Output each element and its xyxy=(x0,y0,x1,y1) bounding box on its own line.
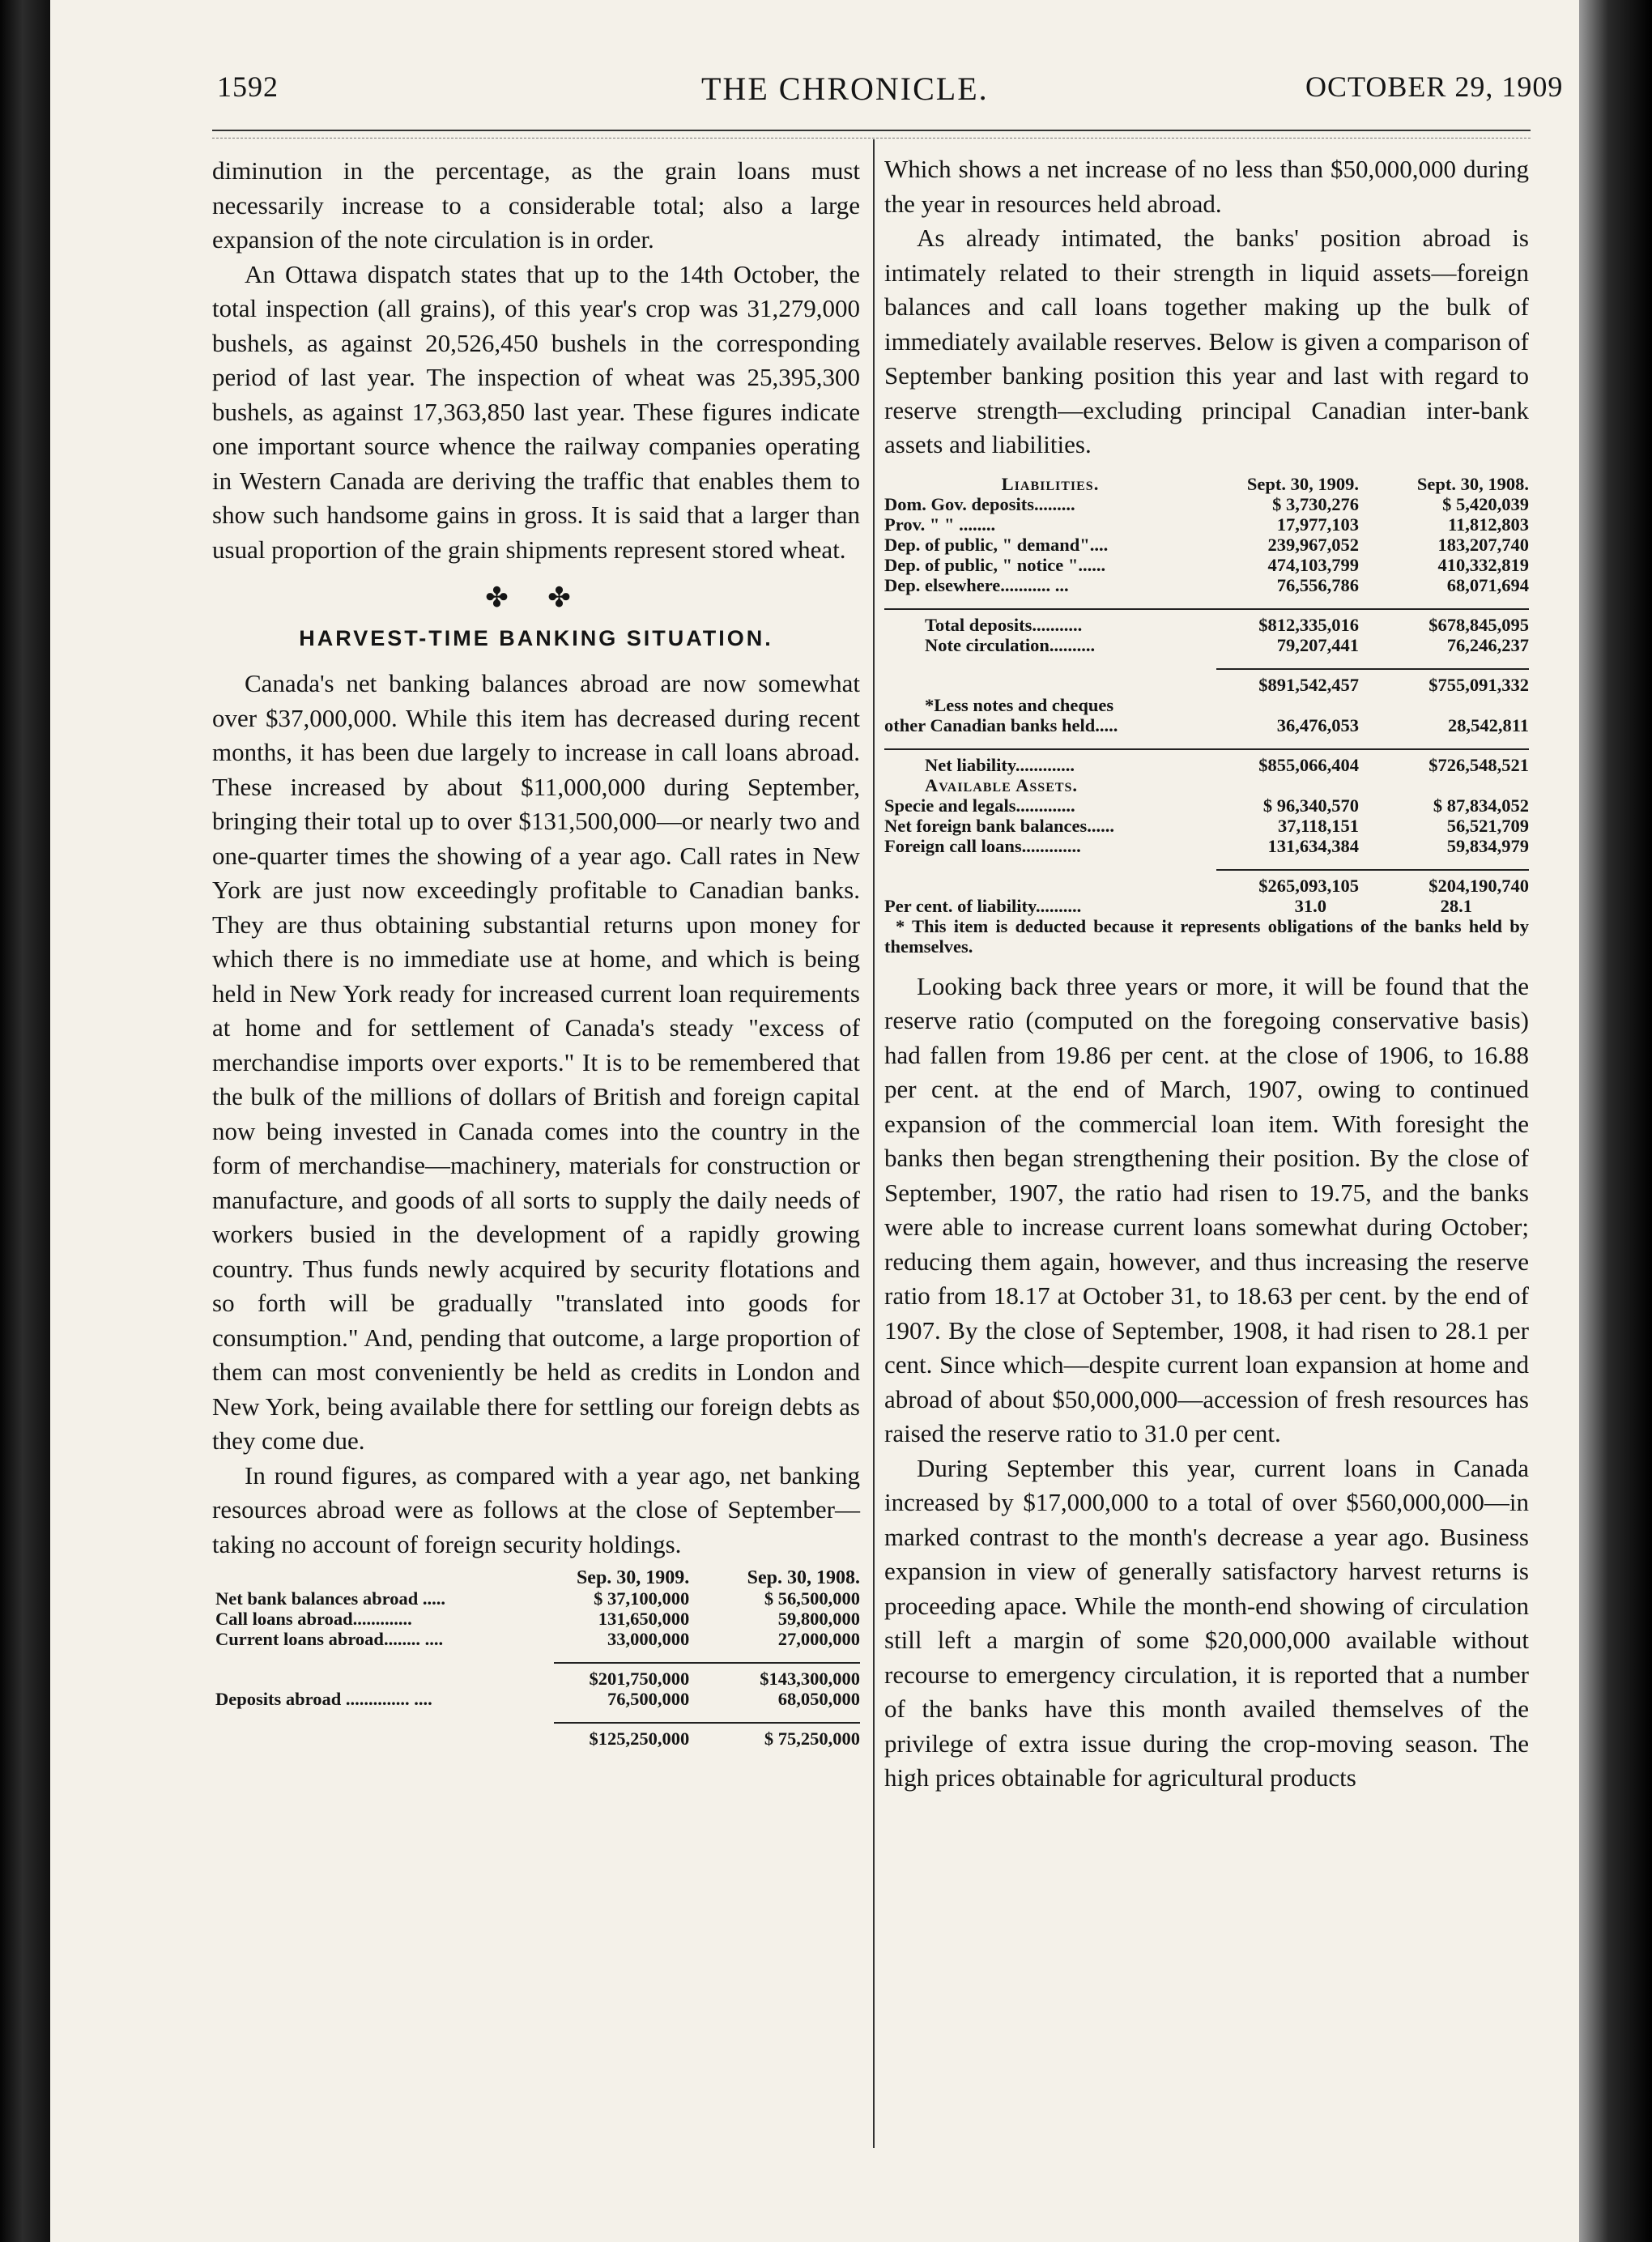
row-label: Net bank balances abroad ..... xyxy=(215,1588,446,1609)
table-row xyxy=(884,635,1529,655)
table-row xyxy=(215,1588,860,1609)
cell-1909: $ 37,100,000 xyxy=(594,1588,690,1609)
cell-1909: $855,066,404 xyxy=(1216,749,1359,775)
cell-1908: 59,834,979 xyxy=(1446,835,1529,856)
paragraph-continued: diminution in the percentage, as the grain loans must necessarily increase to a considerable total; also a large expansion of the note circulation is in order. xyxy=(212,156,860,254)
publication-title: THE CHRONICLE. xyxy=(701,70,989,107)
resources-abroad-table xyxy=(215,1568,860,1749)
cell-1908: 28.1 xyxy=(1440,895,1472,916)
row-label: Foreign call loans............. xyxy=(884,835,1081,856)
cell-1909: 79,207,441 xyxy=(1276,634,1359,655)
liabilities-heading: Liabilities. xyxy=(1001,473,1100,494)
cell-1908: 59,800,000 xyxy=(777,1609,860,1629)
cell-1909: 131,634,384 xyxy=(1267,835,1359,856)
table-row-total xyxy=(215,1723,860,1749)
table-row xyxy=(884,535,1529,555)
subtotal-1908: $143,300,000 xyxy=(689,1663,860,1689)
paragraph-position-abroad: As already intimated, the banks' position abroad is intimately related to their strength in liquid assets—foreign balances and call loans together making up the bulk of immediately available reserves. Below is given a comparison of September banking position this year and last with regard to reserve strength—excluding principal Canadian inter-bank assets and liabilities. xyxy=(884,224,1529,458)
cell-1908: 183,207,740 xyxy=(1437,534,1529,555)
table-row-subtotal xyxy=(215,1663,860,1689)
column-divider xyxy=(873,139,875,2148)
table-row xyxy=(215,1689,860,1709)
paragraph-net-banking-balances: Canada's net banking balances abroad are now somewhat over $37,000,000. While this item has decreased during recent months, it has been due largely to increase in call loans abroad. These increased by about $11,000,000 during September, bringing their total up to over $131,500,000—or nearly two and one-quarter times the showing of a year ago. Call rates in New York are just now exceedingly profitable to Canadian banks. They are thus obtaining substantial returns upon money for which there is no immediate use at home, and which is being held in New York ready for increased current loan requirements at home and for settlement of Canada's steady "excess of merchandise imports over exports." It is to be remembered that the bulk of the millions of dollars of British and foreign capital now being invested in Canada comes into the country in the form of merchandise—machinery, materials for construction or manufacture, and goods of all sorts to supply the daily needs of workers busied in the development of a rapidly growing country. Thus funds newly acquired by security flotations and so forth will be gradually "translated into goods for consumption." And, pending that outcome, a large proportion of them can most conveniently be held as credits in London and New York, being available there for settling our foreign debts as they come due. xyxy=(212,669,860,1455)
page-edge-shadow xyxy=(1579,0,1652,2242)
table-row xyxy=(884,575,1529,595)
total-1908: $ 75,250,000 xyxy=(689,1723,860,1749)
available-assets-heading: Available Assets. xyxy=(925,774,1079,795)
cell-1908: 68,071,694 xyxy=(1446,574,1529,595)
row-label: Dep. of public, " notice "...... xyxy=(884,554,1106,575)
row-label: Dep. of public, " demand".... xyxy=(884,534,1109,555)
row-label: Prov. " " ........ xyxy=(884,514,996,535)
reserve-strength-table xyxy=(884,474,1529,916)
cell-1909: 36,476,053 xyxy=(1276,714,1359,735)
row-label: Call loans abroad............. xyxy=(215,1609,412,1629)
table-row xyxy=(884,494,1529,514)
table-row-sum xyxy=(884,669,1529,695)
less-label: *Less notes and cheques xyxy=(925,694,1114,715)
cell-1908: $ 87,834,052 xyxy=(1433,795,1529,816)
row-label: Current loans abroad........ .... xyxy=(215,1629,444,1649)
table-row-percent xyxy=(884,896,1529,916)
paragraph-reserve-ratio: Looking back three years or more, it will be found that the reserve ratio (computed on the foregoing conservative basis) had fallen from 19.86 per cent. at the close of 1906, to 16.88 per cent. at the end of March, 1907, owing to continued expansion of the commercial loan item. With foresight the banks then began strengthening their position. By the close of September, 1907, the ratio had risen to 19.75, and the banks were able to increase current loans somewhat during October; reducing them again, however, and thus increasing the reserve ratio from 18.17 at October 31, to 18.63 per cent. by the end of 1907. By the close of September, 1908, it had risen to 28.1 per cent. Since which—despite current loan expansion at home and abroad of about $50,000,000—accession of fresh resources has raised the reserve ratio to 31.0 per cent. xyxy=(884,971,1529,1447)
cell-1908: 28,542,811 xyxy=(1447,714,1529,735)
cell-1909: 76,500,000 xyxy=(607,1689,690,1709)
paragraph-round-figures: In round figures, as compared with a year ago, net banking resources abroad were as follows at the close of September—taking no account of foreign security holdings. xyxy=(212,1460,860,1558)
table-row xyxy=(884,836,1529,856)
row-label: other Canadian banks held..... xyxy=(884,714,1118,735)
section-ornament: ✤ ✤ xyxy=(485,583,587,613)
row-label: Net liability............. xyxy=(884,749,1216,775)
sum-1908: $755,091,332 xyxy=(1359,669,1529,695)
left-column xyxy=(212,154,860,1749)
page-number: 1592 xyxy=(217,70,279,103)
right-column xyxy=(884,152,1529,1796)
header-rule-dashed xyxy=(212,138,1531,139)
cell-1908: $ 56,500,000 xyxy=(764,1588,860,1609)
cell-1909: 31.0 xyxy=(1294,895,1326,916)
cell-1908: 76,246,237 xyxy=(1446,634,1529,655)
cell-1909: 239,967,052 xyxy=(1267,534,1359,555)
cell-1908: $ 5,420,039 xyxy=(1442,493,1529,514)
row-label: Dep. elsewhere........... ... xyxy=(884,574,1069,595)
table-row xyxy=(884,555,1529,575)
assets-total-1909: $265,093,105 xyxy=(1216,870,1359,896)
sum-1909: $891,542,457 xyxy=(1216,669,1359,695)
table-column-header: Sep. 30, 1908. xyxy=(747,1567,860,1588)
total-1909: $125,250,000 xyxy=(554,1723,689,1749)
table-footnote: * This item is deducted because it represents obligations of the banks held by themselves. xyxy=(884,915,1529,957)
paragraph-current-loans: During September this year, current loans in Canada increased by $17,000,000 to a total of over $560,000,000—in marked contrast to the month's decrease a year ago. Business expansion in view of generally satisfactory harvest returns is proceeding apace. While the month-end showing of circulation still left a margin of some $20,000,000 available without recourse to emergency circulation, it is reported that a number of the banks have this month availed themselves of the privilege of extra issue during the crop-moving season. The high prices obtainable for agricultural products xyxy=(884,1453,1529,1792)
table-row xyxy=(884,816,1529,836)
cell-1909: 76,556,786 xyxy=(1276,574,1359,595)
table-row xyxy=(215,1629,860,1649)
book-binding-edge xyxy=(0,0,50,2242)
header-rule xyxy=(212,130,1531,131)
section-heading: HARVEST-TIME BANKING SITUATION. xyxy=(299,625,773,650)
row-label: Net foreign bank balances...... xyxy=(884,815,1114,836)
issue-date: OCTOBER 29, 1909 xyxy=(1305,70,1564,103)
cell-1908: 27,000,000 xyxy=(777,1629,860,1649)
row-label: Per cent. of liability.......... xyxy=(884,895,1082,916)
subtotal-1909: $201,750,000 xyxy=(554,1663,689,1689)
table-row-total-deposits xyxy=(884,609,1529,635)
row-label: Total deposits........... xyxy=(884,609,1216,635)
cell-1909: 474,103,799 xyxy=(1267,554,1359,575)
table-row-assets-total xyxy=(884,870,1529,896)
cell-1909: 37,118,151 xyxy=(1277,815,1359,836)
cell-1909: 33,000,000 xyxy=(607,1629,690,1649)
table-row xyxy=(884,795,1529,816)
cell-1908: 410,332,819 xyxy=(1437,554,1529,575)
table-column-header: Sept. 30, 1908. xyxy=(1416,473,1529,494)
table-column-header: Sep. 30, 1909. xyxy=(576,1567,690,1588)
row-label: Dom. Gov. deposits......... xyxy=(884,493,1075,514)
cell-1908: 68,050,000 xyxy=(777,1689,860,1709)
cell-1909: 131,650,000 xyxy=(598,1609,690,1629)
table-row xyxy=(884,514,1529,535)
cell-1909: $ 3,730,276 xyxy=(1272,493,1359,514)
cell-1909: $ 96,340,570 xyxy=(1262,795,1359,816)
cell-1909: 17,977,103 xyxy=(1276,514,1359,535)
cell-1908: 56,521,709 xyxy=(1446,815,1529,836)
cell-1909: $812,335,016 xyxy=(1216,609,1359,635)
paragraph-ottawa-dispatch: An Ottawa dispatch states that up to the 14th October, the total inspection (all grains), of this year's crop was 31,279,000 bushels, as against 20,526,450 bushels in the corresponding period of last year. The inspection of wheat was 25,395,300 bushels, as against 17,363,850 last year. These figures indicate one important source whence the railway companies operating in Western Canada are deriving the traffic that enables them to show such handsome gains in gross. It is said that a larger than usual proportion of the grain shipments represent stored wheat. xyxy=(212,259,860,564)
table-column-header: Sept. 30, 1909. xyxy=(1246,473,1359,494)
cell-1908: 11,812,803 xyxy=(1447,514,1529,535)
cell-1908: $726,548,521 xyxy=(1359,749,1529,775)
row-label: Deposits abroad .............. .... xyxy=(215,1689,432,1709)
table-row xyxy=(215,1609,860,1629)
assets-total-1908: $204,190,740 xyxy=(1359,870,1529,896)
table-row-less xyxy=(884,715,1529,735)
cell-1908: $678,845,095 xyxy=(1359,609,1529,635)
row-label: Specie and legals............. xyxy=(884,795,1075,816)
table-row-net-liability xyxy=(884,749,1529,775)
row-label: Note circulation.......... xyxy=(925,634,1096,655)
paragraph-continued: Which shows a net increase of no less than $50,000,000 during the year in resources held abroad. xyxy=(884,155,1529,218)
